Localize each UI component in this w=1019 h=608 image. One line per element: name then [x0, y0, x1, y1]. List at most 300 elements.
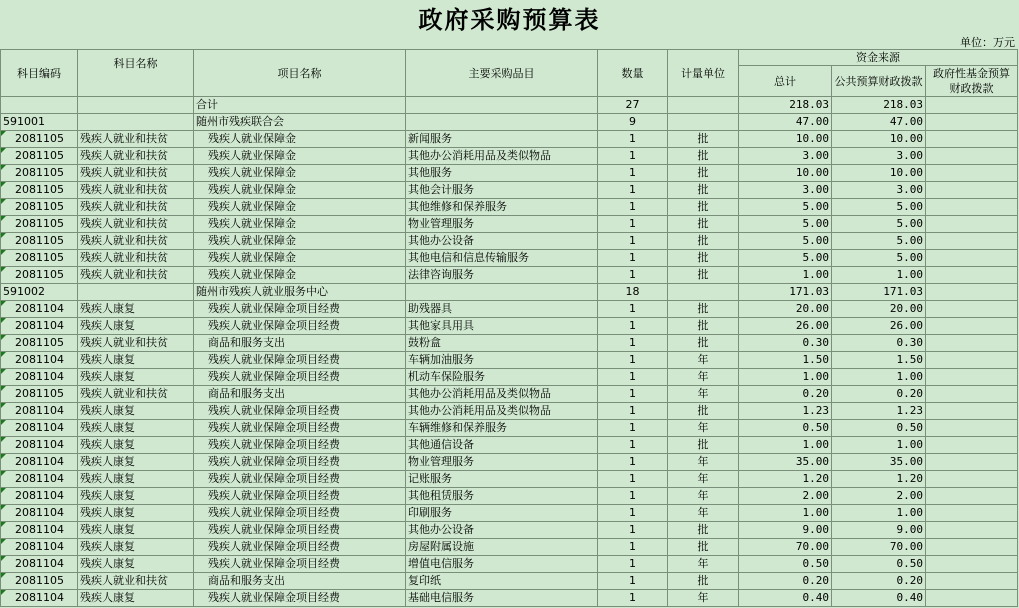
cell-project-text: 残疾人就业保障金 [208, 183, 296, 196]
cell-project-text: 残疾人就业保障金 [208, 234, 296, 247]
cell-total [739, 250, 832, 267]
cell-item [406, 284, 598, 301]
cell-code-text: 2081104 [15, 506, 64, 519]
cell-code-text: 2081105 [15, 234, 64, 247]
cell-total-text: 0.20 [802, 387, 829, 400]
cell-item-text: 其他电信和信息传输服务 [408, 251, 529, 264]
cell-item [406, 148, 598, 165]
cell-qty [598, 539, 668, 556]
cell-total-text: 70.00 [795, 540, 829, 553]
cell-subject-text: 残疾人就业和扶贫 [80, 234, 168, 247]
cell-subject [78, 97, 194, 114]
cell-code-text: 2081105 [15, 336, 64, 349]
cell-public-budget-text: 0.20 [896, 387, 923, 400]
cell-measure [668, 199, 739, 216]
cell-subject [78, 318, 194, 335]
cell-public-budget [832, 556, 926, 573]
cell-subject [78, 488, 194, 505]
cell-gov-fund [926, 454, 1018, 471]
cell-public-budget-text: 171.03 [883, 285, 923, 298]
cell-item-text: 其他办公消耗用品及类似物品 [408, 404, 551, 417]
cell-gov-fund [926, 573, 1018, 590]
cell-code [1, 352, 78, 369]
cell-code [1, 488, 78, 505]
cell-qty-text: 1 [629, 166, 636, 179]
cell-project-text: 残疾人就业保障金项目经费 [208, 438, 340, 451]
cell-subject [78, 590, 194, 607]
cell-qty [598, 505, 668, 522]
group-row [1, 114, 1018, 131]
cell-subject [78, 250, 194, 267]
cell-measure [668, 539, 739, 556]
cell-qty [598, 267, 668, 284]
cell-project-text: 残疾人就业保障金项目经费 [208, 557, 340, 570]
cell-subject [78, 420, 194, 437]
cell-qty-text: 1 [629, 370, 636, 383]
cell-measure [668, 403, 739, 420]
cell-total [739, 488, 832, 505]
cell-public-budget-text: 1.50 [896, 353, 923, 366]
table-row [1, 148, 1018, 165]
cell-subject-text: 残疾人康复 [80, 489, 135, 502]
cell-measure [668, 267, 739, 284]
cell-project [194, 250, 406, 267]
cell-public-budget-text: 5.00 [896, 234, 923, 247]
cell-total-text: 0.20 [802, 574, 829, 587]
cell-qty [598, 318, 668, 335]
table-row [1, 131, 1018, 148]
cell-project [194, 386, 406, 403]
cell-public-budget [832, 352, 926, 369]
cell-code [1, 131, 78, 148]
cell-project-text: 残疾人就业保障金 [208, 251, 296, 264]
cell-measure-text: 批 [697, 404, 709, 417]
cell-code-text: 2081105 [15, 251, 64, 264]
cell-marker-icon [1, 437, 6, 442]
cell-code-text: 2081105 [15, 217, 64, 230]
cell-public-budget [832, 182, 926, 199]
cell-code [1, 335, 78, 352]
cell-project [194, 454, 406, 471]
cell-subject-text: 残疾人就业和扶贫 [80, 149, 168, 162]
cell-total-text: 3.00 [802, 149, 829, 162]
table-row [1, 233, 1018, 250]
cell-subject [78, 114, 194, 131]
cell-qty [598, 114, 668, 131]
header-public-budget: 公共预算财政拨款 [832, 66, 926, 97]
cell-code-text: 2081104 [15, 370, 64, 383]
cell-measure [668, 284, 739, 301]
cell-total [739, 199, 832, 216]
cell-measure-text: 批 [697, 336, 709, 349]
cell-item [406, 505, 598, 522]
cell-gov-fund [926, 165, 1018, 182]
cell-qty [598, 522, 668, 539]
cell-code [1, 454, 78, 471]
cell-total-text: 9.00 [802, 523, 829, 536]
cell-item-text: 基础电信服务 [408, 591, 474, 604]
cell-code [1, 505, 78, 522]
cell-subject-text: 残疾人康复 [80, 421, 135, 434]
cell-item-text: 房屋附属设施 [408, 540, 474, 553]
cell-item-text: 复印纸 [408, 574, 441, 587]
cell-qty-text: 1 [629, 149, 636, 162]
cell-project [194, 403, 406, 420]
cell-measure [668, 114, 739, 131]
cell-total [739, 182, 832, 199]
cell-marker-icon [1, 199, 6, 204]
cell-qty-text: 1 [629, 183, 636, 196]
cell-qty [598, 148, 668, 165]
cell-public-budget-text: 9.00 [896, 523, 923, 536]
cell-project-text: 残疾人就业保障金 [208, 149, 296, 162]
table-row [1, 471, 1018, 488]
cell-code-text: 2081104 [15, 302, 64, 315]
header-item: 主要采购品目 [406, 50, 598, 97]
cell-public-budget [832, 148, 926, 165]
cell-code [1, 199, 78, 216]
cell-measure-text: 批 [697, 251, 709, 264]
cell-project-text: 合计 [196, 98, 218, 111]
cell-project-text: 商品和服务支出 [208, 574, 285, 587]
cell-project-text: 残疾人就业保障金项目经费 [208, 591, 340, 604]
cell-project [194, 488, 406, 505]
header-code: 科目编码 [1, 50, 78, 97]
cell-gov-fund [926, 267, 1018, 284]
cell-measure [668, 454, 739, 471]
cell-code-text: 2081105 [15, 132, 64, 145]
cell-gov-fund [926, 539, 1018, 556]
cell-measure-text: 年 [697, 387, 709, 400]
cell-item-text: 其他办公消耗用品及类似物品 [408, 149, 551, 162]
cell-project [194, 420, 406, 437]
cell-measure-text: 批 [697, 523, 709, 536]
cell-public-budget [832, 267, 926, 284]
cell-total [739, 335, 832, 352]
cell-code [1, 267, 78, 284]
cell-subject-text: 残疾人就业和扶贫 [80, 336, 168, 349]
cell-item-text: 其他会计服务 [408, 183, 474, 196]
cell-public-budget-text: 3.00 [896, 149, 923, 162]
cell-public-budget-text: 10.00 [889, 132, 923, 145]
cell-measure-text: 年 [697, 506, 709, 519]
cell-total [739, 233, 832, 250]
cell-code-text: 2081104 [15, 438, 64, 451]
cell-project-text: 残疾人就业保障金项目经费 [208, 353, 340, 366]
cell-gov-fund [926, 556, 1018, 573]
cell-measure [668, 148, 739, 165]
cell-public-budget-text: 1.00 [896, 438, 923, 451]
cell-public-budget-text: 70.00 [889, 540, 923, 553]
cell-item-text: 车辆加油服务 [408, 353, 474, 366]
cell-item [406, 556, 598, 573]
cell-qty-text: 9 [629, 115, 636, 128]
cell-item [406, 131, 598, 148]
cell-code [1, 437, 78, 454]
cell-public-budget [832, 539, 926, 556]
cell-item-text: 增值电信服务 [408, 557, 474, 570]
cell-code-text: 2081104 [15, 523, 64, 536]
cell-measure [668, 420, 739, 437]
cell-total-text: 5.00 [802, 200, 829, 213]
cell-subject-text: 残疾人康复 [80, 302, 135, 315]
cell-total [739, 369, 832, 386]
header-fund-source: 资金来源 [739, 50, 1018, 66]
cell-total-text: 5.00 [802, 251, 829, 264]
cell-public-budget-text: 10.00 [889, 166, 923, 179]
cell-qty [598, 471, 668, 488]
cell-gov-fund [926, 590, 1018, 607]
cell-total [739, 471, 832, 488]
cell-measure-text: 年 [697, 353, 709, 366]
cell-project-text: 残疾人就业保障金 [208, 200, 296, 213]
cell-subject [78, 369, 194, 386]
cell-public-budget [832, 114, 926, 131]
cell-code [1, 539, 78, 556]
cell-total [739, 97, 832, 114]
cell-gov-fund [926, 471, 1018, 488]
group-row [1, 284, 1018, 301]
cell-public-budget-text: 0.20 [896, 574, 923, 587]
cell-public-budget-text: 0.50 [896, 421, 923, 434]
cell-subject-text: 残疾人康复 [80, 404, 135, 417]
cell-total [739, 267, 832, 284]
cell-total-text: 35.00 [795, 455, 829, 468]
table-body [1, 97, 1018, 607]
cell-subject [78, 335, 194, 352]
cell-qty-text: 1 [629, 387, 636, 400]
table-row [1, 250, 1018, 267]
table-row [1, 267, 1018, 284]
cell-code [1, 420, 78, 437]
cell-code-text: 2081105 [15, 183, 64, 196]
cell-gov-fund [926, 114, 1018, 131]
cell-project-text: 残疾人就业保障金项目经费 [208, 489, 340, 502]
cell-marker-icon [1, 454, 6, 459]
cell-project-text: 商品和服务支出 [208, 336, 285, 349]
cell-gov-fund [926, 488, 1018, 505]
table-row [1, 488, 1018, 505]
cell-total [739, 420, 832, 437]
cell-qty [598, 182, 668, 199]
cell-public-budget-text: 5.00 [896, 200, 923, 213]
cell-subject [78, 471, 194, 488]
budget-table [0, 49, 1018, 607]
cell-public-budget-text: 0.30 [896, 336, 923, 349]
cell-measure [668, 335, 739, 352]
cell-total-text: 0.50 [802, 557, 829, 570]
cell-subject [78, 165, 194, 182]
cell-item-text: 其他办公设备 [408, 234, 474, 247]
table-row [1, 301, 1018, 318]
cell-measure-text: 批 [697, 302, 709, 315]
cell-code [1, 556, 78, 573]
cell-project-text: 残疾人就业保障金 [208, 268, 296, 281]
cell-public-budget [832, 403, 926, 420]
cell-project [194, 522, 406, 539]
cell-item-text: 助残器具 [408, 302, 452, 315]
cell-total-text: 1.20 [802, 472, 829, 485]
cell-project [194, 233, 406, 250]
cell-public-budget-text: 1.00 [896, 506, 923, 519]
cell-public-budget [832, 97, 926, 114]
cell-public-budget [832, 165, 926, 182]
cell-code-text: 2081104 [15, 404, 64, 417]
cell-item [406, 437, 598, 454]
cell-total-text: 171.03 [789, 285, 829, 298]
cell-gov-fund [926, 522, 1018, 539]
cell-project [194, 182, 406, 199]
cell-total-text: 10.00 [795, 166, 829, 179]
cell-total-text: 5.00 [802, 234, 829, 247]
cell-code-text: 2081105 [15, 166, 64, 179]
cell-subject [78, 284, 194, 301]
cell-code-text: 2081104 [15, 455, 64, 468]
cell-subject-text: 残疾人就业和扶贫 [80, 251, 168, 264]
cell-project [194, 199, 406, 216]
cell-project [194, 267, 406, 284]
cell-measure [668, 97, 739, 114]
cell-code [1, 97, 78, 114]
cell-qty-text: 1 [629, 591, 636, 604]
cell-qty [598, 488, 668, 505]
cell-total-text: 20.00 [795, 302, 829, 315]
table-row [1, 420, 1018, 437]
cell-qty-text: 1 [629, 217, 636, 230]
cell-public-budget-text: 35.00 [889, 455, 923, 468]
cell-total-text: 10.00 [795, 132, 829, 145]
cell-code [1, 590, 78, 607]
header-total: 总计 [739, 66, 832, 97]
cell-measure-text: 批 [697, 166, 709, 179]
cell-qty-text: 1 [629, 455, 636, 468]
cell-total [739, 573, 832, 590]
cell-measure [668, 216, 739, 233]
cell-qty [598, 454, 668, 471]
cell-marker-icon [1, 386, 6, 391]
cell-qty-text: 1 [629, 200, 636, 213]
cell-project [194, 131, 406, 148]
cell-public-budget-text: 5.00 [896, 251, 923, 264]
cell-project [194, 471, 406, 488]
cell-project-text: 残疾人就业保障金项目经费 [208, 302, 340, 315]
cell-subject-text: 残疾人康复 [80, 557, 135, 570]
cell-public-budget [832, 369, 926, 386]
table-row [1, 369, 1018, 386]
cell-item [406, 114, 598, 131]
cell-public-budget-text: 3.00 [896, 183, 923, 196]
cell-public-budget [832, 590, 926, 607]
cell-measure-text: 批 [697, 234, 709, 247]
cell-subject-text: 残疾人就业和扶贫 [80, 268, 168, 281]
cell-measure [668, 165, 739, 182]
table-row [1, 454, 1018, 471]
cell-subject [78, 352, 194, 369]
cell-marker-icon [1, 165, 6, 170]
cell-subject [78, 131, 194, 148]
cell-item-text: 其他租赁服务 [408, 489, 474, 502]
table-row [1, 403, 1018, 420]
cell-item [406, 301, 598, 318]
cell-marker-icon [1, 420, 6, 425]
cell-code-text: 2081105 [15, 200, 64, 213]
cell-subject [78, 182, 194, 199]
cell-marker-icon [1, 590, 6, 595]
cell-project [194, 318, 406, 335]
cell-total-text: 0.30 [802, 336, 829, 349]
cell-measure-text: 年 [697, 489, 709, 502]
cell-measure-text: 年 [697, 557, 709, 570]
cell-project [194, 148, 406, 165]
header-subject: 科目名称 [78, 50, 194, 97]
cell-gov-fund [926, 505, 1018, 522]
cell-total-text: 1.00 [802, 438, 829, 451]
cell-qty [598, 233, 668, 250]
cell-gov-fund [926, 420, 1018, 437]
cell-total [739, 216, 832, 233]
cell-item-text: 其他家具用具 [408, 319, 474, 332]
cell-project [194, 590, 406, 607]
cell-total [739, 114, 832, 131]
cell-total [739, 522, 832, 539]
cell-item [406, 539, 598, 556]
cell-project-text: 残疾人就业保障金 [208, 217, 296, 230]
cell-item [406, 165, 598, 182]
cell-project-text: 残疾人就业保障金项目经费 [208, 370, 340, 383]
cell-code-text: 2081104 [15, 319, 64, 332]
header-measure: 计量单位 [668, 50, 739, 97]
cell-total [739, 284, 832, 301]
cell-subject [78, 573, 194, 590]
cell-project [194, 369, 406, 386]
cell-marker-icon [1, 182, 6, 187]
cell-subject-text: 残疾人康复 [80, 353, 135, 366]
cell-item [406, 97, 598, 114]
cell-public-budget [832, 471, 926, 488]
cell-code [1, 522, 78, 539]
cell-gov-fund [926, 97, 1018, 114]
cell-project [194, 556, 406, 573]
page-title: 政府采购预算表 [418, 5, 601, 34]
cell-project-text: 残疾人就业保障金项目经费 [208, 404, 340, 417]
cell-measure [668, 522, 739, 539]
cell-public-budget-text: 1.00 [896, 268, 923, 281]
table-row [1, 199, 1018, 216]
cell-item-text: 其他服务 [408, 166, 452, 179]
cell-item-text: 记账服务 [408, 472, 452, 485]
cell-marker-icon [1, 369, 6, 374]
cell-subject [78, 556, 194, 573]
cell-item [406, 590, 598, 607]
cell-subject-text: 残疾人就业和扶贫 [80, 132, 168, 145]
cell-project-text: 随州市残疾联合会 [196, 115, 284, 128]
cell-marker-icon [1, 352, 6, 357]
table-row [1, 539, 1018, 556]
cell-subject-text: 残疾人康复 [80, 472, 135, 485]
cell-marker-icon [1, 250, 6, 255]
cell-item-text: 法律咨询服务 [408, 268, 474, 281]
table-row [1, 522, 1018, 539]
cell-gov-fund [926, 437, 1018, 454]
cell-total [739, 454, 832, 471]
cell-public-budget [832, 199, 926, 216]
cell-marker-icon [1, 403, 6, 408]
cell-qty [598, 284, 668, 301]
cell-public-budget [832, 216, 926, 233]
cell-marker-icon [1, 148, 6, 153]
cell-measure-text: 批 [697, 217, 709, 230]
cell-marker-icon [1, 471, 6, 476]
